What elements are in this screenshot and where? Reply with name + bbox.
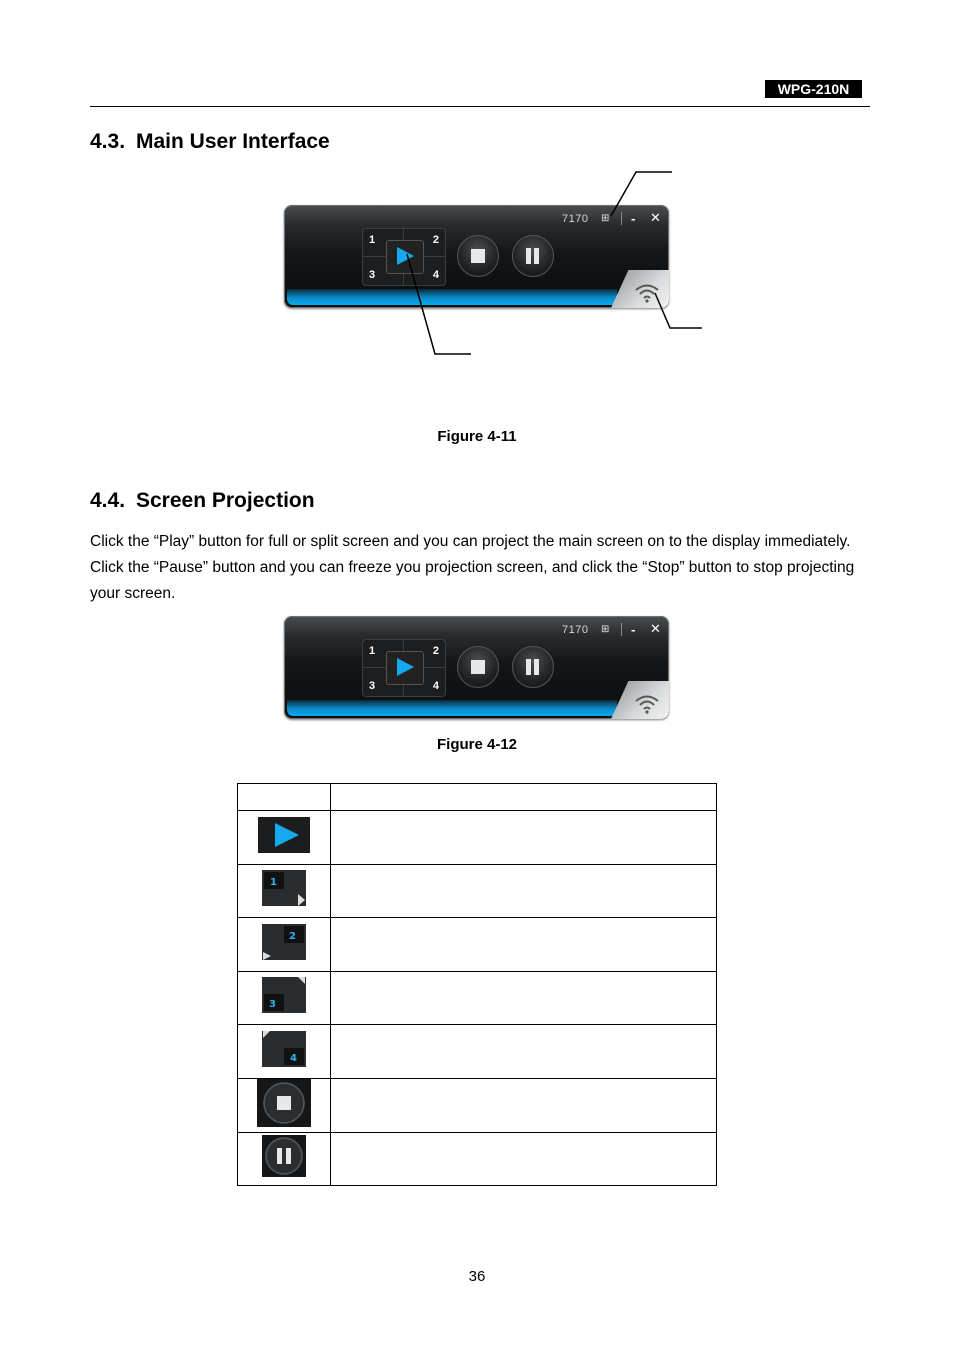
toolbar-separator [621, 623, 622, 636]
split-4-label: 4 [290, 1052, 297, 1064]
split-1-icon [262, 870, 306, 911]
device-id-text: 7170 [562, 213, 589, 225]
table-row [238, 918, 717, 972]
minimize-button[interactable]: - [631, 211, 636, 226]
split-3-button[interactable]: 3 [369, 680, 376, 692]
split-2-label: 2 [289, 930, 296, 942]
split-1-button[interactable]: 1 [369, 234, 376, 246]
table-description-cell [331, 1025, 717, 1079]
split-2-icon [262, 924, 306, 965]
layout-icon[interactable]: ⊞ [601, 213, 610, 224]
table-row [238, 1132, 717, 1186]
table-row [238, 971, 717, 1025]
minimize-button[interactable]: - [631, 622, 636, 637]
stop-button[interactable] [457, 646, 499, 688]
status-bar [287, 700, 617, 716]
section-heading-screen-projection [90, 489, 315, 513]
play-icon [395, 657, 415, 677]
table-header-cell [331, 784, 717, 811]
split-2-button[interactable]: 2 [432, 645, 439, 657]
wifi-icon[interactable] [633, 692, 661, 714]
table-row [238, 1025, 717, 1079]
table-header-cell [238, 784, 331, 811]
close-button[interactable]: ✕ [650, 210, 661, 225]
split-1-label: 1 [270, 877, 277, 889]
callout-lines [400, 165, 710, 360]
split-3-button[interactable]: 3 [369, 269, 376, 281]
pause-icon [262, 1135, 306, 1182]
figure-caption: Figure 4-11 [437, 428, 517, 445]
pause-icon [534, 659, 539, 675]
icon-reference-table [237, 783, 717, 1186]
split-4-icon [262, 1031, 306, 1072]
table-icon-cell [238, 811, 331, 865]
section-title: Main User Interface [136, 130, 330, 153]
split-1-button[interactable]: 1 [369, 645, 376, 657]
table-description-cell [331, 811, 717, 865]
table-description-cell [331, 1132, 717, 1186]
table-description-cell [331, 971, 717, 1025]
model-badge: WPG-210N [765, 80, 862, 98]
close-button[interactable]: ✕ [650, 621, 661, 636]
table-icon-cell [238, 864, 331, 918]
split-2-button[interactable]: 2 [432, 234, 439, 246]
play-button[interactable] [386, 651, 424, 685]
table-description-cell [331, 864, 717, 918]
section-heading-main-ui [90, 130, 330, 154]
table-icon-cell [238, 1078, 331, 1132]
header-rule [90, 106, 870, 107]
device-id-text: 7170 [562, 624, 589, 636]
page-number: 36 [468, 1268, 486, 1285]
table-row [238, 864, 717, 918]
layout-icon[interactable]: ⊞ [601, 624, 610, 635]
split-3-icon [262, 977, 306, 1018]
table-row [238, 811, 717, 865]
table-icon-cell [238, 971, 331, 1025]
split-4-button[interactable]: 4 [432, 680, 439, 692]
split-4-button[interactable]: 4 [432, 269, 439, 281]
table-icon-cell [238, 1132, 331, 1186]
table-icon-cell [238, 1025, 331, 1079]
pause-icon [526, 659, 531, 675]
body-paragraph: Click the “Play” button for full or split screen and you can project the main screen on to the display immediately. Click the “Pause” button and you can freeze you projection screen, and click the “Stop” button to stop projecting your screen. [90, 533, 855, 602]
table-description-cell [331, 918, 717, 972]
stop-icon [471, 660, 485, 674]
figure-caption: Figure 4-12 [436, 736, 518, 753]
table-header-row [238, 784, 717, 811]
table-icon-cell [238, 918, 331, 972]
pause-button[interactable] [512, 646, 554, 688]
table-description-cell [331, 1078, 717, 1132]
section-title: Screen Projection [136, 489, 315, 512]
section-number: 4.4. [90, 489, 126, 512]
player-widget [284, 616, 669, 719]
play-icon [258, 817, 310, 858]
table-row [238, 1078, 717, 1132]
stop-icon [257, 1079, 311, 1132]
split-3-label: 3 [269, 999, 276, 1011]
section-number: 4.3. [90, 130, 126, 153]
